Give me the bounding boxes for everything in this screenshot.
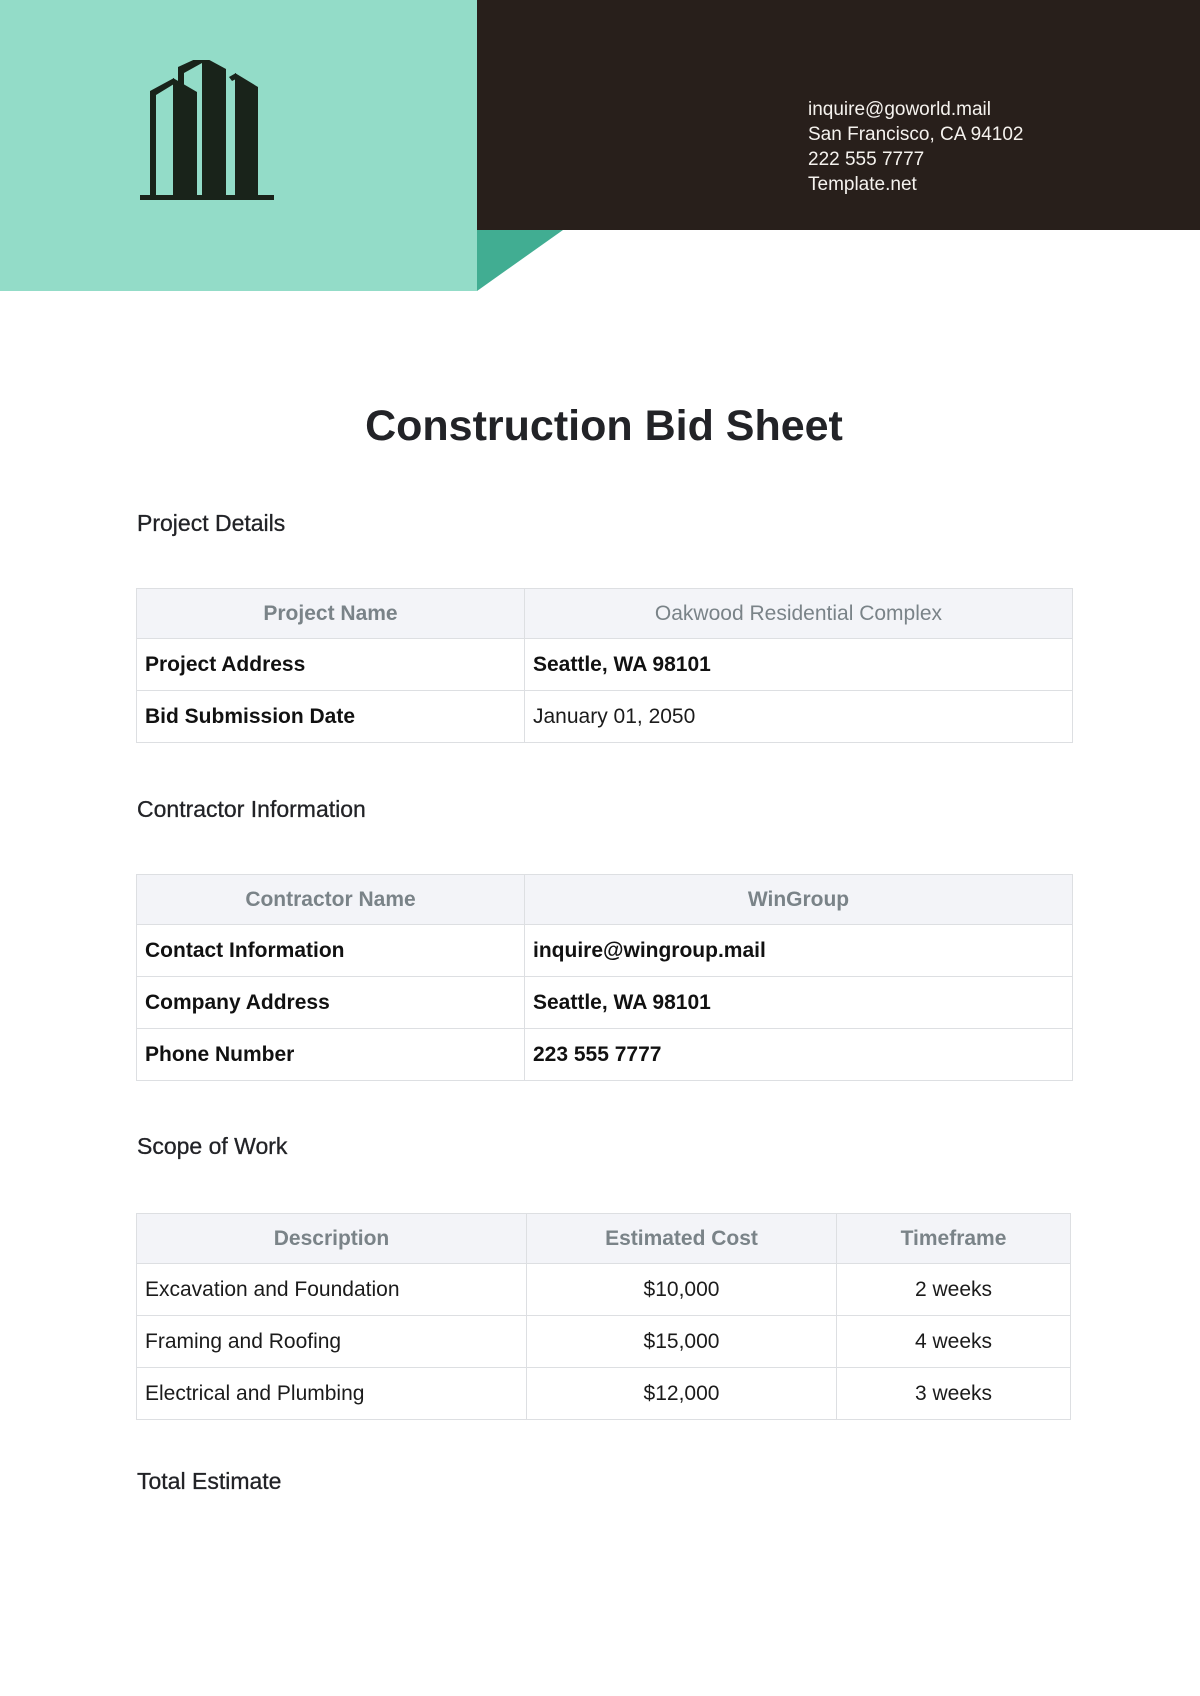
- scope-of-work-heading: Scope of Work: [137, 1133, 288, 1159]
- work-estimated-cost: $10,000: [527, 1264, 837, 1316]
- work-description: Electrical and Plumbing: [137, 1368, 527, 1420]
- table-row: [137, 1029, 1073, 1081]
- contact-information-label: Contact Information: [137, 925, 525, 977]
- total-estimate-heading: Total Estimate: [137, 1468, 282, 1494]
- phone-number-value: 223 555 7777: [525, 1029, 1073, 1081]
- work-description: Excavation and Foundation: [137, 1264, 527, 1316]
- column-header-timeframe: Timeframe: [837, 1214, 1071, 1264]
- company-email: inquire@goworld.mail: [808, 99, 991, 120]
- table-row: [137, 691, 1073, 743]
- work-estimated-cost: $15,000: [527, 1316, 837, 1368]
- project-address-label: Project Address: [137, 639, 525, 691]
- work-description: Framing and Roofing: [137, 1316, 527, 1368]
- contractor-information-table: [136, 874, 1073, 1081]
- table-row: [137, 925, 1073, 977]
- company-address: San Francisco, CA 94102: [808, 124, 1024, 145]
- contact-information-value: inquire@wingroup.mail: [525, 925, 1073, 977]
- table-row: [137, 977, 1073, 1029]
- work-estimated-cost: $12,000: [527, 1368, 837, 1420]
- company-address-value: Seattle, WA 98101: [525, 977, 1073, 1029]
- column-header-estimated-cost: Estimated Cost: [527, 1214, 837, 1264]
- contractor-name-value: WinGroup: [525, 875, 1073, 925]
- bid-submission-date-value: January 01, 2050: [525, 691, 1073, 743]
- company-contact-block: [808, 97, 1023, 197]
- work-timeframe: 3 weeks: [837, 1368, 1071, 1420]
- table-row: [137, 639, 1073, 691]
- project-details-heading: Project Details: [137, 510, 286, 536]
- work-timeframe: 2 weeks: [837, 1264, 1071, 1316]
- header-accent-triangle: [477, 230, 563, 291]
- table-row: [137, 1368, 1071, 1420]
- project-name-value: Oakwood Residential Complex: [525, 589, 1073, 639]
- table-header-row: [137, 875, 1073, 925]
- table-header-row: [137, 589, 1073, 639]
- bid-submission-date-label: Bid Submission Date: [137, 691, 525, 743]
- column-header-description: Description: [137, 1214, 527, 1264]
- phone-number-label: Phone Number: [137, 1029, 525, 1081]
- contractor-name-label: Contractor Name: [137, 875, 525, 925]
- contractor-information-heading: Contractor Information: [137, 796, 366, 822]
- table-row: [137, 1316, 1071, 1368]
- buildings-icon: [140, 60, 274, 202]
- company-website: Template.net: [808, 174, 917, 195]
- scope-of-work-table: [136, 1213, 1071, 1420]
- project-name-label: Project Name: [137, 589, 525, 639]
- document-title: Construction Bid Sheet: [365, 402, 843, 450]
- project-address-value: Seattle, WA 98101: [525, 639, 1073, 691]
- project-details-table: [136, 588, 1073, 743]
- table-row: [137, 1264, 1071, 1316]
- company-address-label: Company Address: [137, 977, 525, 1029]
- work-timeframe: 4 weeks: [837, 1316, 1071, 1368]
- table-header-row: [137, 1214, 1071, 1264]
- company-phone: 222 555 7777: [808, 149, 925, 170]
